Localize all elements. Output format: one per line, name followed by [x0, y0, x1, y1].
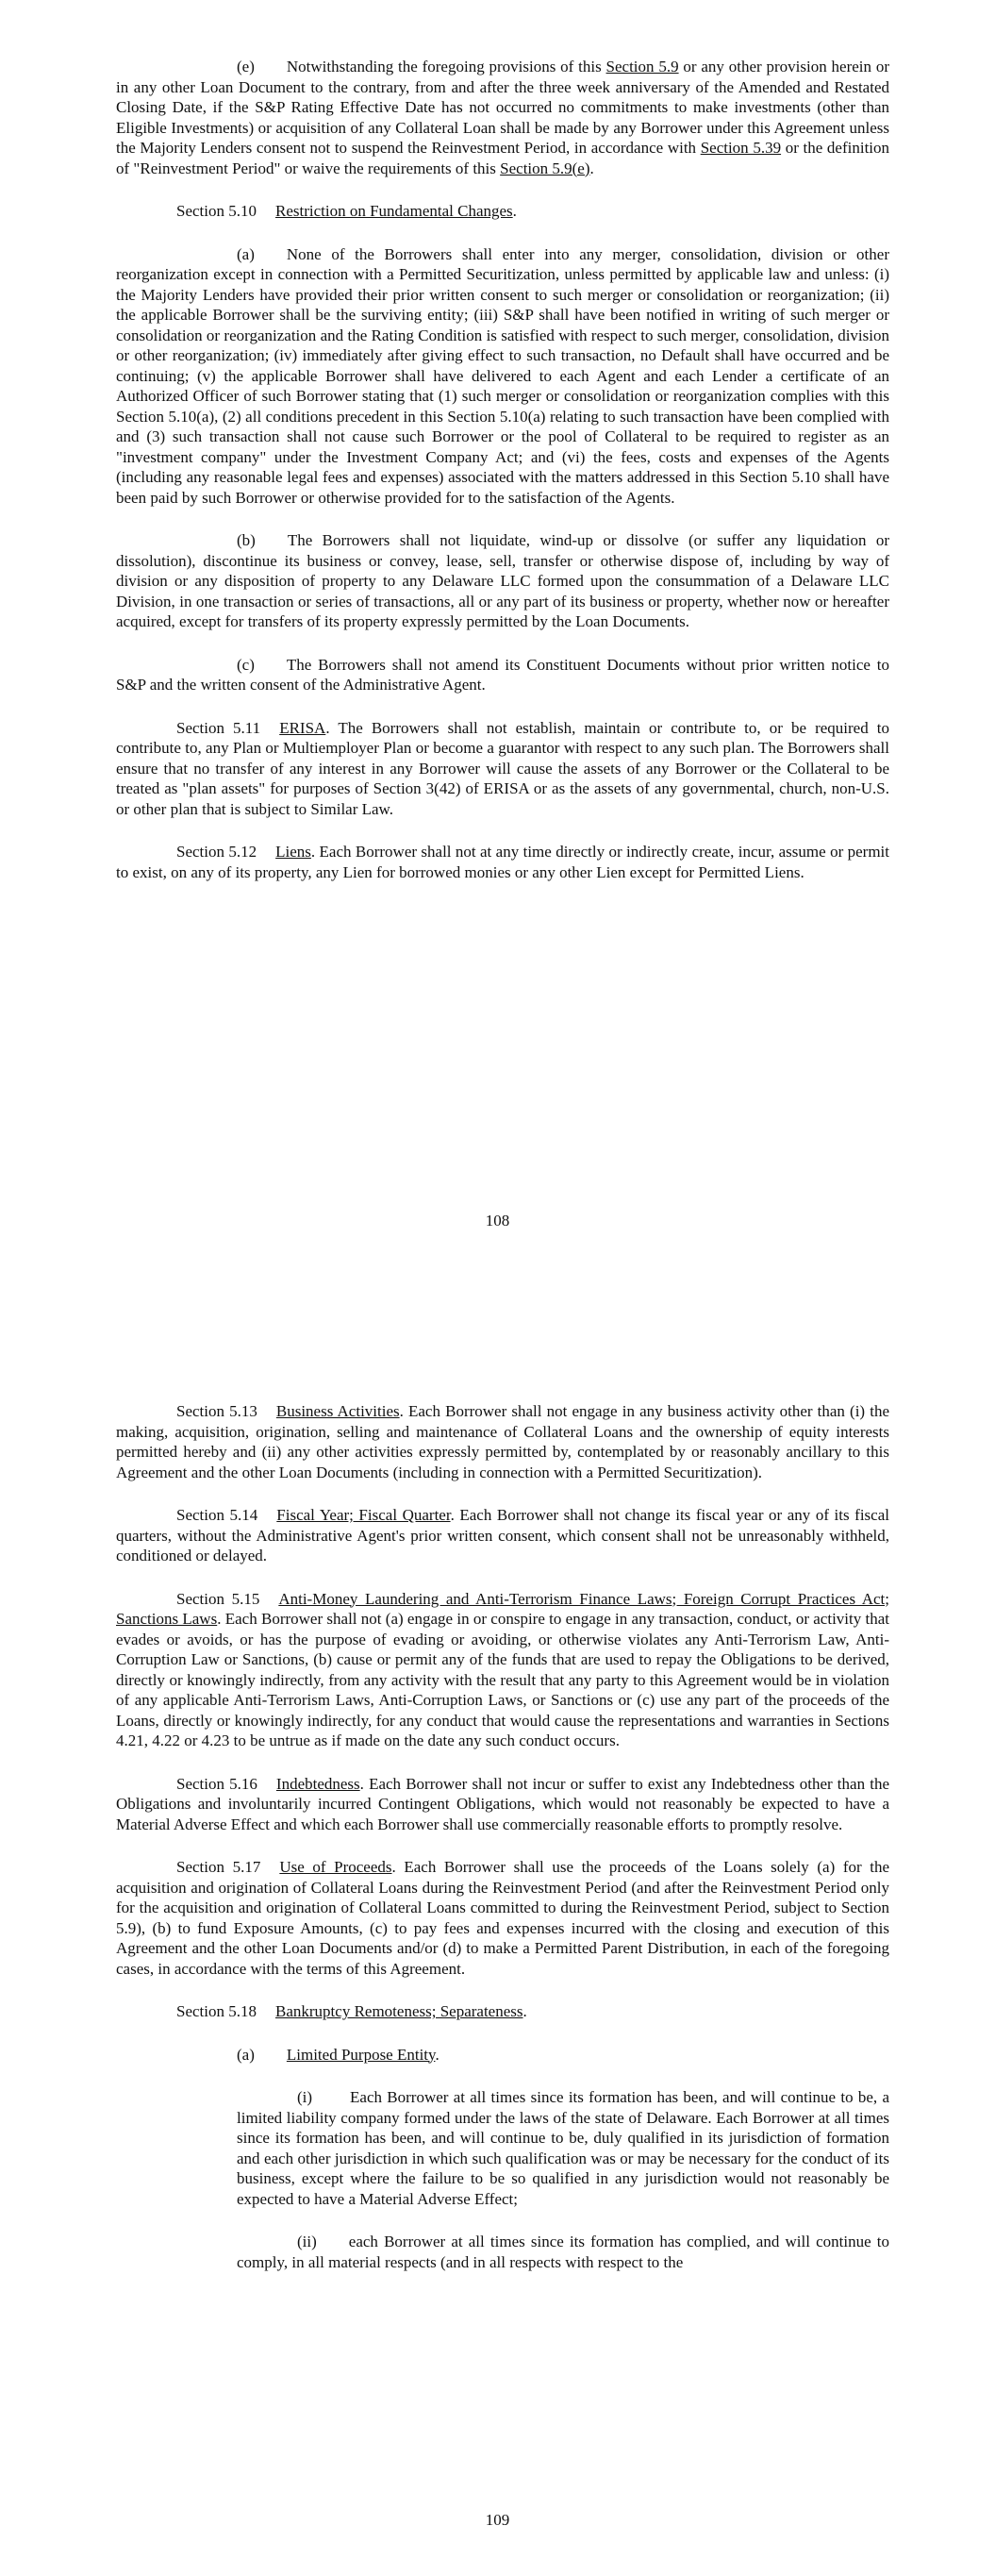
paragraph-label: (c) — [237, 655, 255, 674]
page-number: 109 — [485, 2511, 510, 2529]
section-5-16 — [116, 1774, 889, 1835]
page-108-body — [116, 57, 889, 882]
paragraph-text: or the definition of "Reinvestment Period" or waive the requirements of this — [116, 139, 890, 177]
section-reference: Section 5.39 — [700, 139, 782, 157]
section-title: Bankruptcy Remoteness; Separateness — [275, 2002, 523, 2020]
section-title: Anti-Money Laundering and Anti-Terrorism Finance Laws; Foreign Corrupt Practices Act; Sanctions Laws — [116, 1589, 889, 1628]
section-5-18-a-heading — [116, 2045, 889, 2066]
page-109-body — [116, 1401, 889, 2272]
paragraph-text: . Each Borrower shall not change its fiscal year or any of its fiscal quarters, without the Administrative Agent's prior written consent, which consent shall not be unreasonably withheld, conditioned or delayed. — [116, 1506, 889, 1564]
section-5-13 — [116, 1401, 889, 1482]
section-number: Section 5.10 — [176, 202, 257, 220]
section-number: Section 5.18 — [176, 2002, 257, 2020]
section-5-18-a-ii — [237, 2232, 889, 2272]
section-5-17 — [116, 1857, 889, 1979]
section-5-14 — [116, 1505, 889, 1566]
paragraph-text: Notwithstanding the foregoing provisions of this — [286, 58, 606, 75]
paragraph-text: Each Borrower at all times since its formation has been, and will continue to be, a limited liability company formed under the laws of the state of Delaware. Each Borrower at all times since its formation has been, and will continue to be, duly qualified in its jurisdiction of formation and each other jurisdiction in which such qualification was or may be necessary for the conduct of its business, except where the failure to be so qualified in any jurisdiction would not reasonably be expected to have a Material Adverse Effect; — [237, 2088, 889, 2208]
paragraph-text: . — [589, 159, 594, 177]
paragraph-label: (a) — [237, 2045, 255, 2064]
section-number: Section 5.15 — [176, 1589, 260, 1608]
section-5-10-a — [116, 244, 889, 509]
section-title-period: . — [522, 2002, 527, 2020]
paragraph-label: (ii) — [297, 2233, 317, 2250]
paragraph-text: each Borrower at all times since its formation has complied, and will continue to comply, in all material respects (and in all respects with respect to the — [237, 2233, 889, 2271]
section-title: Liens — [275, 843, 311, 861]
section-title: Business Activities — [275, 1402, 400, 1420]
paragraph-5-9-e — [116, 57, 889, 178]
section-number: Section 5.17 — [176, 1858, 261, 1876]
paragraph-text: . Each Borrower shall not at any time directly or indirectly create, incur, assume or permit to exist, on any of its property, any Lien for borrowed monies or any other Lien except for Permitted Liens. — [116, 843, 889, 881]
paragraph-label: (b) — [237, 531, 256, 549]
section-5-10-heading — [116, 201, 889, 222]
section-number: Section 5.12 — [176, 843, 257, 861]
page-108 — [0, 57, 995, 905]
section-title: Fiscal Year; Fiscal Quarter — [276, 1506, 451, 1524]
section-5-18-heading — [116, 2001, 889, 2022]
section-number: Section 5.16 — [176, 1774, 257, 1793]
section-5-12 — [116, 842, 889, 882]
paragraph-label: (i) — [297, 2088, 313, 2106]
section-5-18-a-items — [237, 2087, 889, 2272]
section-title-period: . — [512, 202, 517, 220]
section-number: Section 5.11 — [176, 718, 261, 737]
section-title: Indebtedness — [275, 1774, 360, 1793]
section-reference: Section 5.9(e) — [500, 159, 590, 177]
paragraph-text: or any other provision herein or in any other Loan Document to the contrary, from and after the three week anniversary of the Amended and Restated Closing Date, if the S&P Rating Effective Date has not occurred no commitments to make investments (other than Eligible Investments) or acquisition of any Collateral Loan shall be made by any Borrower under this Agreement unless the Majority Lenders consent not to suspend the Reinvestment Period, in accordance with — [116, 58, 889, 157]
section-5-10-c — [116, 655, 889, 695]
section-5-11 — [116, 718, 889, 820]
page-109 — [0, 1401, 995, 2295]
section-reference: Section 5.9 — [605, 58, 679, 75]
section-number: Section 5.13 — [176, 1402, 257, 1420]
paragraph-text: . Each Borrower shall not incur or suffer to exist any Indebtedness other than the Obligations and involuntarily incurred Contingent Obligations, which would not reasonably be expected to have a Material Adverse Effect and which each Borrower shall use commercially reasonable efforts to promptly resolve. — [116, 1774, 889, 1833]
section-title: Restriction on Fundamental Changes — [275, 202, 513, 220]
paragraph-label: (a) — [237, 244, 255, 263]
paragraph-text: . Each Borrower shall not engage in any business activity other than (i) the making, acquisition, origination, selling and maintenance of Collateral Loans and the ownership of equity interests permitted hereby and (ii) any other activities expressly permitted by, contemplated by or reasonably ancillary to this Agreement and the other Loan Documents (including in connection with a Permitted Securitization). — [116, 1402, 889, 1481]
section-title: ERISA — [279, 718, 326, 737]
paragraph-text: The Borrowers shall not liquidate, wind-up or dissolve (or suffer any liquidation or dissolution), discontinue its business or convey, lease, sell, transfer or otherwise dispose of, including by way of division or any disposition of property to any Delaware LLC formed upon the consummation of a Delaware LLC Division, in one transaction or series of transactions, all or any part of its business or property, whether now or hereafter acquired, except for transfers of its property expressly permitted by the Loan Documents. — [116, 531, 889, 630]
paragraph-text: . Each Borrower shall not (a) engage in or conspire to engage in any transaction, conduct, or activity that evades or avoids, or has the purpose of evading or avoiding, or otherwise violates any Anti-Terrorism Law, Anti-Corruption Law or Sanctions, (b) cause or permit any of the funds that are used to repay the Obligations to be derived, directly or knowingly indirectly, from any activity with the result that any party to this Agreement would be in violation of any applicable Anti-Terrorism Laws, Anti-Corruption Laws, or Sanctions or (c) use any part of the proceeds of the Loans, directly or knowingly indirectly, for any conduct that would cause the representations and warranties in Sections 4.21, 4.22 or 4.23 to be untrue as if made on the date any such conduct occurs. — [116, 1610, 890, 1749]
subsection-title-period: . — [435, 2045, 439, 2064]
paragraph-text: . The Borrowers shall not establish, maintain or contribute to, or be required to contribute to, any Plan or Multiemployer Plan or become a guarantor with respect to any such plan. The Borrowers shall ensure that no transfer of any interest in any Borrower will cause the assets of any Borrower or the Collateral to be treated as "plan assets" for purposes of Section 3(42) of ERISA or as the assets of any governmental, church, non-U.S. or other plan that is subject to Similar Law. — [116, 718, 889, 818]
section-5-18-a-i — [237, 2087, 889, 2209]
section-5-15 — [116, 1589, 889, 1751]
section-title: Use of Proceeds — [279, 1858, 392, 1876]
section-number: Section 5.14 — [176, 1506, 258, 1524]
paragraph-text: . Each Borrower shall use the proceeds of the Loans solely (a) for the acquisition and origination of Collateral Loans during the Reinvestment Period (and after the Reinvestment Period only for the acquisition and origination of Collateral Loans committed to during the Reinvestment Period, subject to Section 5.9), (b) to fund Exposure Amounts, (c) to pay fees and expenses incurred with the closing and execution of this Agreement and the other Loan Documents and/or (d) to make a Permitted Parent Distribution, in each of the foregoing cases, in accordance with the terms of this Agreement. — [116, 1858, 890, 1978]
paragraph-text: None of the Borrowers shall enter into any merger, consolidation, division or other reorganization except in connection with a Permitted Securitization, unless permitted by applicable law and unless: (i) the Majority Lenders have provided their prior written consent to such merger or consolidation or reorganization; (ii) the applicable Borrower shall be the surviving entity; (iii) S&P shall have been notified in writing of such merger or consolidation or reorganization and the Rating Condition is satisfied with respect to such merger, consolidation, division or other reorganization; (iv) immediately after giving effect to such transaction, no Default shall have occurred and be continuing; (v) the applicable Borrower shall have delivered to each Agent and each Lender a certificate of an Authorized Officer of such Borrower stating that (1) such merger or consolidation or reorganization complies with this Section 5.10(a), (2) all conditions precedent in this Section 5.10(a) relating to such transaction have been complied with and (3) such transaction shall not cause such Borrower or the pool of Collateral to be required to register as an "investment company" under the Investment Company Act; and (vi) the fees, costs and expenses of the Agents (including any reasonable legal fees and expenses) associated with the matters addressed in this Section 5.10 shall have been paid by such Borrower or otherwise provided for to the satisfaction of the Agents. — [116, 244, 889, 507]
paragraph-text: The Borrowers shall not amend its Constituent Documents without prior written notice to S&P and the written consent of the Administrative Agent. — [116, 655, 889, 694]
paragraph-label: (e) — [237, 58, 255, 75]
page-number: 108 — [485, 1212, 510, 1229]
section-5-10-b — [116, 530, 889, 632]
subsection-title: Limited Purpose Entity — [286, 2045, 436, 2064]
